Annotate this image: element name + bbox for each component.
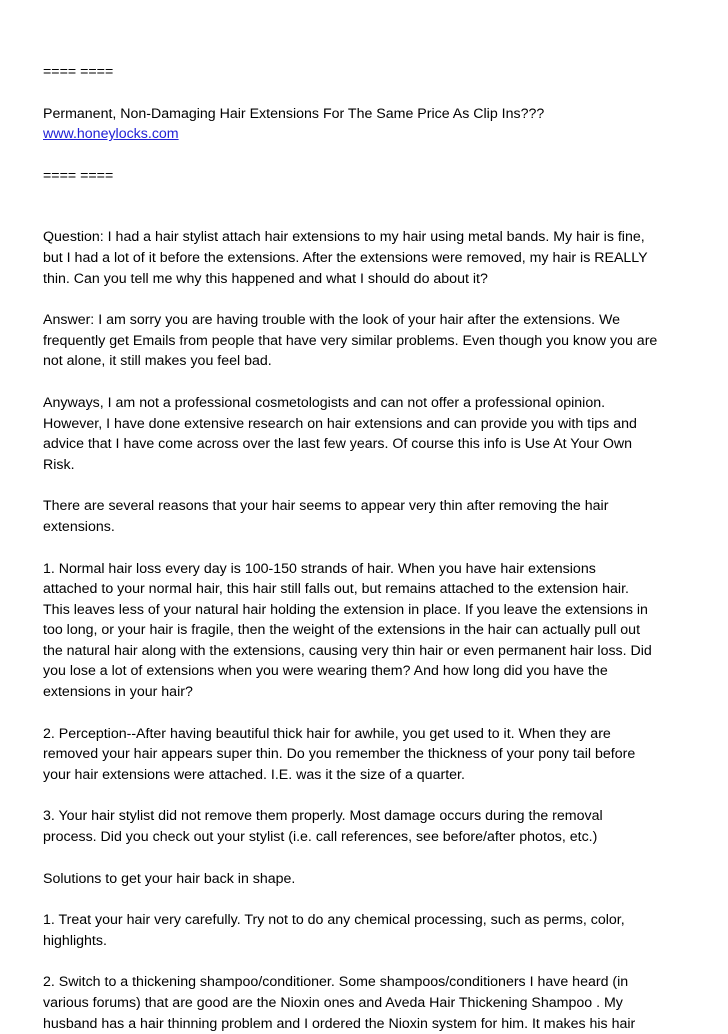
paragraph <box>43 910 703 951</box>
separator-top: ==== ==== <box>43 64 114 80</box>
text-line: removed your hair appears super thin. Do you remember the thickness of your pony tail before <box>43 746 636 763</box>
paragraph <box>43 724 703 786</box>
text-line: 3. Your hair stylist did not remove them properly. Most damage occurs during the removal <box>43 808 603 825</box>
text-line: There are several reasons that your hair seems to appear very thin after removing the hair <box>43 498 609 515</box>
paragraph <box>43 310 703 372</box>
text-line: 2. Switch to a thickening shampoo/conditioner. Some shampoos/conditioners I have heard (in <box>43 974 629 991</box>
text-line: However, I have done extensive research on hair extensions and can provide you with tips and <box>43 415 637 432</box>
text-line: process. Did you check out your stylist (i.e. call references, see before/after photos, etc.) <box>43 829 598 846</box>
text-line: thin. Can you tell me why this happened and what I should do about it? <box>43 270 488 287</box>
separator-bottom: ==== ==== <box>43 167 114 184</box>
text-line: Risk. <box>43 456 75 473</box>
text-line: Answer: I am sorry you are having trouble with the look of your hair after the extensions. We <box>43 312 620 329</box>
text-line: 1. Treat your hair very carefully. Try not to do any chemical processing, such as perms, color, <box>43 912 625 929</box>
text-line: Anyways, I am not a professional cosmetologists and can not offer a professional opinion. <box>43 394 606 411</box>
text-line: you lose a lot of extensions when you were wearing them? And how long did you have the <box>43 663 608 680</box>
document-page <box>43 62 703 1034</box>
text-line: 2. Perception--After having beautiful thick hair for awhile, you get used to it. When they are <box>43 725 611 742</box>
text-line: your hair extensions were attached. I.E. was it the size of a quarter. <box>43 766 465 783</box>
article-title: Permanent, Non-Damaging Hair Extensions For The Same Price As Clip Ins??? <box>43 105 545 122</box>
paragraph <box>43 496 703 537</box>
text-line: Solutions to get your hair back in shape. <box>43 870 296 887</box>
text-line: extensions in your hair? <box>43 684 193 701</box>
paragraph <box>43 227 703 289</box>
text-line: extensions. <box>43 518 115 535</box>
text-line: husband has a hair thinning problem and I ordered the Nioxin system for him. It makes his hair <box>43 1015 636 1032</box>
paragraph <box>43 972 703 1034</box>
website-link[interactable]: www.honeylocks.com <box>43 126 179 143</box>
text-line: advice that I have come across over the last few years. Of course this info is Use At Your Own <box>43 436 633 453</box>
paragraph <box>43 559 703 703</box>
paragraph <box>43 806 703 847</box>
text-line: This leaves less of your natural hair holding the extension in place. If you leave the extensions in <box>43 601 648 618</box>
paragraph <box>43 393 703 475</box>
text-line: various forums) that are good are the Nioxin ones and Aveda Hair Thickening Shampoo . My <box>43 995 623 1011</box>
paragraph <box>43 869 703 890</box>
text-line: too long, or your hair is fragile, then the weight of the extensions in the hair can actually pull out <box>43 622 641 639</box>
article-body <box>43 227 703 1034</box>
text-line: 1. Normal hair loss every day is 100-150 strands of hair. When you have hair extensions <box>43 560 596 577</box>
text-line: but I had a lot of it before the extensions. After the extensions were removed, my hair is REALLY <box>43 249 648 266</box>
text-line: Question: I had a hair stylist attach hair extensions to my hair using metal bands. My hair is fine, <box>43 229 645 246</box>
text-line: frequently get Emails from people that have very similar problems. Even though you know you are <box>43 332 658 349</box>
text-line: highlights. <box>43 932 107 949</box>
text-line: attached to your normal hair, this hair still falls out, but remains attached to the extension hair. <box>43 581 629 598</box>
text-line: not alone, it still makes you feel bad. <box>43 353 272 370</box>
text-line: the natural hair along with the extensions, causing very thin hair or even permanent hair loss. Did <box>43 642 652 659</box>
